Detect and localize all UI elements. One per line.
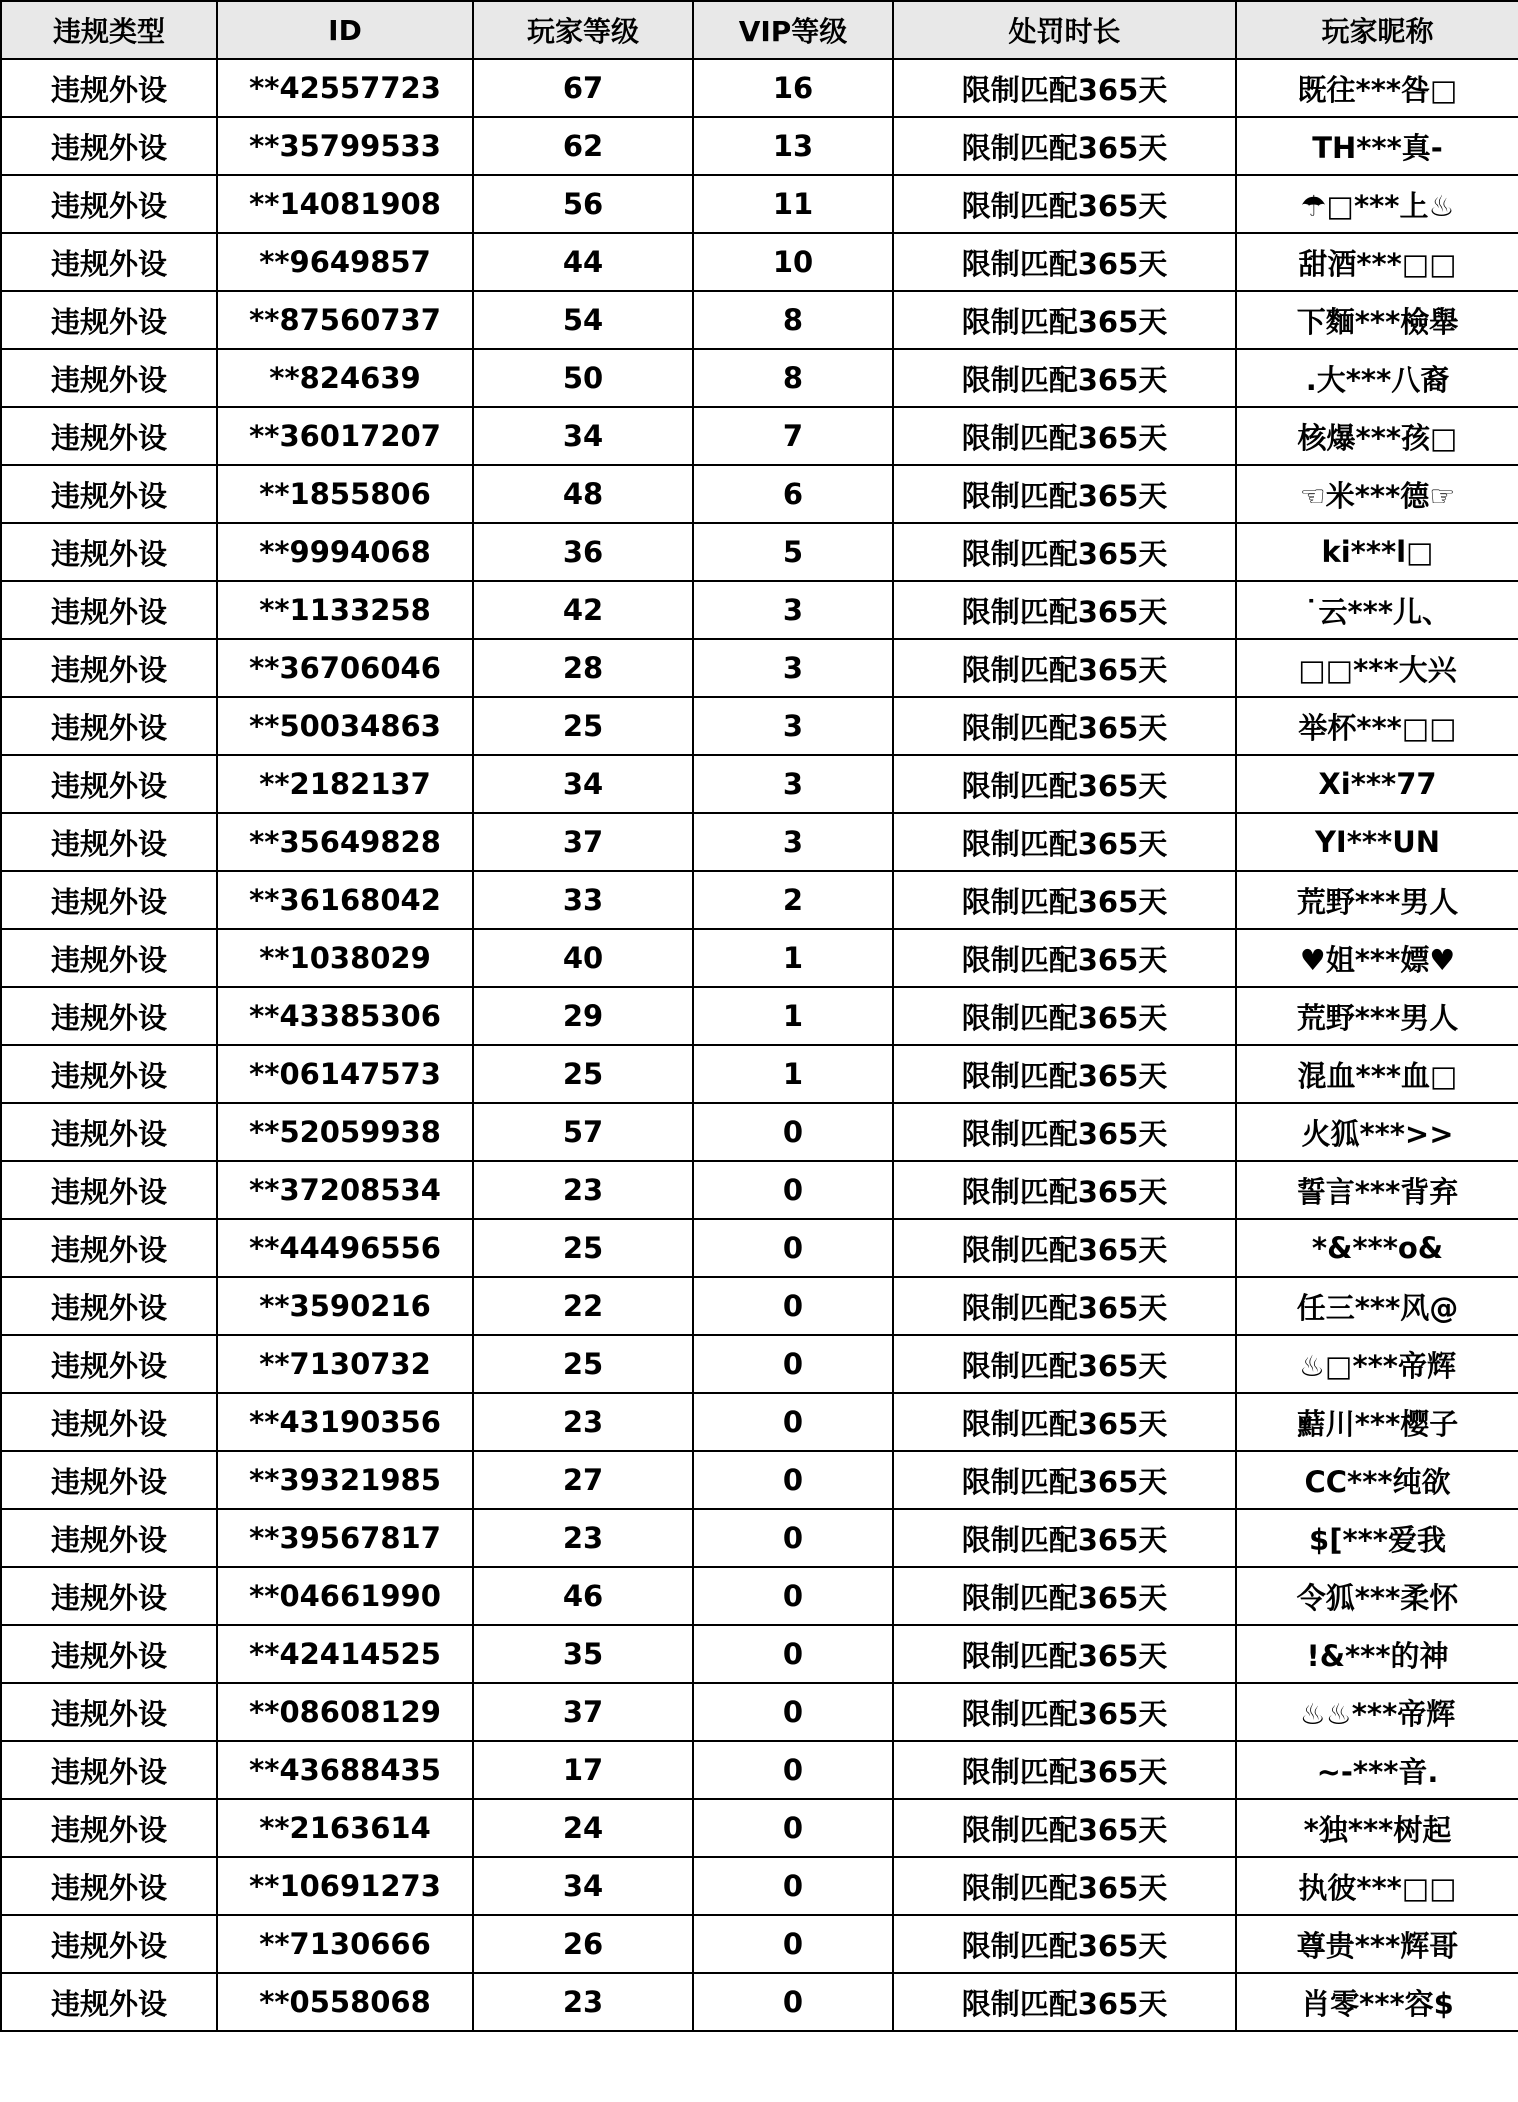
cell-violation-type: 违规外设	[1, 1335, 217, 1393]
table-row	[1, 1393, 1518, 1451]
table-row	[1, 1045, 1518, 1103]
cell-vip-level: 1	[693, 1045, 893, 1103]
cell-vip-level: 7	[693, 407, 893, 465]
cell-vip-level: 6	[693, 465, 893, 523]
cell-player-level: 48	[473, 465, 693, 523]
table-row	[1, 1509, 1518, 1567]
cell-player-level: 29	[473, 987, 693, 1045]
cell-penalty-duration: 限制匹配365天	[893, 639, 1236, 697]
cell-penalty-duration: 限制匹配365天	[893, 175, 1236, 233]
cell-penalty-duration: 限制匹配365天	[893, 1857, 1236, 1915]
cell-player-level: 62	[473, 117, 693, 175]
cell-penalty-duration: 限制匹配365天	[893, 523, 1236, 581]
header-id: ID	[217, 1, 473, 59]
cell-id: **2163614	[217, 1799, 473, 1857]
cell-player-nickname: 誓言***背弃	[1236, 1161, 1518, 1219]
cell-player-level: 36	[473, 523, 693, 581]
cell-player-level: 37	[473, 1683, 693, 1741]
table-row	[1, 465, 1518, 523]
table-row	[1, 1799, 1518, 1857]
cell-violation-type: 违规外设	[1, 1219, 217, 1277]
cell-vip-level: 0	[693, 1857, 893, 1915]
cell-vip-level: 16	[693, 59, 893, 117]
cell-penalty-duration: 限制匹配365天	[893, 1509, 1236, 1567]
cell-vip-level: 0	[693, 1103, 893, 1161]
cell-penalty-duration: 限制匹配365天	[893, 233, 1236, 291]
table-row	[1, 1625, 1518, 1683]
cell-player-level: 46	[473, 1567, 693, 1625]
header-player-level: 玩家等级	[473, 1, 693, 59]
cell-player-level: 35	[473, 1625, 693, 1683]
cell-player-nickname: 既往***咎□	[1236, 59, 1518, 117]
cell-player-level: 25	[473, 1219, 693, 1277]
cell-violation-type: 违规外设	[1, 523, 217, 581]
cell-player-nickname: 䕸川***樱子	[1236, 1393, 1518, 1451]
cell-id: **14081908	[217, 175, 473, 233]
cell-violation-type: 违规外设	[1, 929, 217, 987]
cell-violation-type: 违规外设	[1, 987, 217, 1045]
cell-player-nickname: TH***真-	[1236, 117, 1518, 175]
cell-player-nickname: 尊贵***辉哥	[1236, 1915, 1518, 1973]
cell-id: **37208534	[217, 1161, 473, 1219]
table-body	[1, 59, 1518, 2031]
header-row	[1, 1, 1518, 59]
cell-penalty-duration: 限制匹配365天	[893, 1625, 1236, 1683]
cell-id: **1855806	[217, 465, 473, 523]
cell-id: **35649828	[217, 813, 473, 871]
cell-vip-level: 0	[693, 1277, 893, 1335]
cell-penalty-duration: 限制匹配365天	[893, 1915, 1236, 1973]
cell-player-nickname: !&***的神	[1236, 1625, 1518, 1683]
cell-violation-type: 违规外设	[1, 1451, 217, 1509]
cell-violation-type: 违规外设	[1, 1277, 217, 1335]
cell-penalty-duration: 限制匹配365天	[893, 1741, 1236, 1799]
cell-violation-type: 违规外设	[1, 291, 217, 349]
cell-vip-level: 0	[693, 1335, 893, 1393]
cell-violation-type: 违规外设	[1, 1045, 217, 1103]
cell-violation-type: 违规外设	[1, 1509, 217, 1567]
cell-penalty-duration: 限制匹配365天	[893, 813, 1236, 871]
cell-penalty-duration: 限制匹配365天	[893, 1567, 1236, 1625]
cell-violation-type: 违规外设	[1, 1393, 217, 1451]
cell-player-level: 17	[473, 1741, 693, 1799]
table-row	[1, 1741, 1518, 1799]
cell-player-nickname: 下麵***檢舉	[1236, 291, 1518, 349]
cell-penalty-duration: 限制匹配365天	[893, 1683, 1236, 1741]
cell-player-level: 23	[473, 1509, 693, 1567]
cell-id: **3590216	[217, 1277, 473, 1335]
cell-id: **36706046	[217, 639, 473, 697]
cell-penalty-duration: 限制匹配365天	[893, 59, 1236, 117]
cell-vip-level: 8	[693, 291, 893, 349]
cell-id: **43688435	[217, 1741, 473, 1799]
cell-vip-level: 0	[693, 1799, 893, 1857]
cell-player-nickname: ♨□***帝辉	[1236, 1335, 1518, 1393]
cell-vip-level: 5	[693, 523, 893, 581]
table-row	[1, 1335, 1518, 1393]
cell-id: **50034863	[217, 697, 473, 755]
cell-id: **9994068	[217, 523, 473, 581]
cell-penalty-duration: 限制匹配365天	[893, 407, 1236, 465]
cell-player-nickname: 令狐***柔怀	[1236, 1567, 1518, 1625]
cell-penalty-duration: 限制匹配365天	[893, 1451, 1236, 1509]
cell-id: **08608129	[217, 1683, 473, 1741]
cell-vip-level: 0	[693, 1219, 893, 1277]
cell-player-nickname: 举杯***□□	[1236, 697, 1518, 755]
cell-player-nickname: 混血***血□	[1236, 1045, 1518, 1103]
cell-id: **06147573	[217, 1045, 473, 1103]
table-row	[1, 813, 1518, 871]
header-violation-type: 违规类型	[1, 1, 217, 59]
table-row	[1, 697, 1518, 755]
cell-vip-level: 1	[693, 987, 893, 1045]
table-row	[1, 987, 1518, 1045]
cell-vip-level: 3	[693, 813, 893, 871]
cell-player-level: 57	[473, 1103, 693, 1161]
cell-vip-level: 0	[693, 1393, 893, 1451]
cell-player-nickname: 火狐***>>	[1236, 1103, 1518, 1161]
cell-player-nickname: ♨♨***帝辉	[1236, 1683, 1518, 1741]
table-row	[1, 1857, 1518, 1915]
cell-player-level: 42	[473, 581, 693, 639]
header-player-nickname: 玩家昵称	[1236, 1, 1518, 59]
cell-id: **39567817	[217, 1509, 473, 1567]
cell-vip-level: 3	[693, 697, 893, 755]
cell-id: **44496556	[217, 1219, 473, 1277]
table-row	[1, 1683, 1518, 1741]
cell-vip-level: 3	[693, 639, 893, 697]
cell-penalty-duration: 限制匹配365天	[893, 929, 1236, 987]
cell-player-level: 67	[473, 59, 693, 117]
cell-penalty-duration: 限制匹配365天	[893, 1161, 1236, 1219]
cell-penalty-duration: 限制匹配365天	[893, 1219, 1236, 1277]
cell-violation-type: 违规外设	[1, 1161, 217, 1219]
cell-vip-level: 2	[693, 871, 893, 929]
cell-penalty-duration: 限制匹配365天	[893, 1045, 1236, 1103]
table-row	[1, 117, 1518, 175]
cell-player-level: 50	[473, 349, 693, 407]
cell-penalty-duration: 限制匹配365天	[893, 1973, 1236, 2031]
cell-player-nickname: 执彼***□□	[1236, 1857, 1518, 1915]
cell-player-nickname: ~-***音.	[1236, 1741, 1518, 1799]
cell-vip-level: 3	[693, 755, 893, 813]
cell-player-level: 23	[473, 1393, 693, 1451]
cell-id: **7130732	[217, 1335, 473, 1393]
cell-penalty-duration: 限制匹配365天	[893, 1103, 1236, 1161]
cell-violation-type: 违规外设	[1, 1915, 217, 1973]
cell-id: **43190356	[217, 1393, 473, 1451]
cell-player-level: 33	[473, 871, 693, 929]
cell-player-level: 54	[473, 291, 693, 349]
cell-violation-type: 违规外设	[1, 465, 217, 523]
cell-id: **42557723	[217, 59, 473, 117]
cell-player-nickname: $[***爱我	[1236, 1509, 1518, 1567]
cell-id: **52059938	[217, 1103, 473, 1161]
table-row	[1, 233, 1518, 291]
cell-player-nickname: Xi***77	[1236, 755, 1518, 813]
cell-id: **0558068	[217, 1973, 473, 2031]
table-row	[1, 59, 1518, 117]
cell-player-level: 26	[473, 1915, 693, 1973]
cell-id: **1133258	[217, 581, 473, 639]
cell-violation-type: 违规外设	[1, 407, 217, 465]
cell-player-level: 25	[473, 1335, 693, 1393]
cell-player-level: 40	[473, 929, 693, 987]
cell-player-nickname: 荒野***男人	[1236, 871, 1518, 929]
cell-id: **36168042	[217, 871, 473, 929]
cell-player-level: 34	[473, 407, 693, 465]
cell-violation-type: 违规外设	[1, 639, 217, 697]
table-row	[1, 1451, 1518, 1509]
cell-violation-type: 违规外设	[1, 1567, 217, 1625]
table-row	[1, 581, 1518, 639]
cell-id: **10691273	[217, 1857, 473, 1915]
cell-penalty-duration: 限制匹配365天	[893, 349, 1236, 407]
cell-violation-type: 违规外设	[1, 1103, 217, 1161]
cell-penalty-duration: 限制匹配365天	[893, 1335, 1236, 1393]
table-row	[1, 1973, 1518, 2031]
cell-violation-type: 违规外设	[1, 117, 217, 175]
cell-vip-level: 0	[693, 1509, 893, 1567]
cell-player-nickname: ☜米***德☞	[1236, 465, 1518, 523]
cell-vip-level: 0	[693, 1567, 893, 1625]
header-vip-level: VIP等级	[693, 1, 893, 59]
cell-violation-type: 违规外设	[1, 1973, 217, 2031]
cell-player-nickname: CC***纯欲	[1236, 1451, 1518, 1509]
table-row	[1, 755, 1518, 813]
cell-player-nickname: ♥姐***嫖♥	[1236, 929, 1518, 987]
cell-violation-type: 违规外设	[1, 1857, 217, 1915]
cell-penalty-duration: 限制匹配365天	[893, 1393, 1236, 1451]
cell-player-level: 25	[473, 1045, 693, 1103]
cell-id: **87560737	[217, 291, 473, 349]
cell-player-level: 23	[473, 1161, 693, 1219]
cell-penalty-duration: 限制匹配365天	[893, 871, 1236, 929]
cell-player-level: 25	[473, 697, 693, 755]
cell-player-level: 24	[473, 1799, 693, 1857]
cell-player-level: 27	[473, 1451, 693, 1509]
cell-player-level: 37	[473, 813, 693, 871]
table-row	[1, 871, 1518, 929]
header-penalty-duration: 处罚时长	[893, 1, 1236, 59]
cell-vip-level: 3	[693, 581, 893, 639]
cell-player-nickname: ˙云***儿、	[1236, 581, 1518, 639]
table-row	[1, 1161, 1518, 1219]
cell-id: **04661990	[217, 1567, 473, 1625]
cell-player-nickname: 荒野***男人	[1236, 987, 1518, 1045]
cell-violation-type: 违规外设	[1, 755, 217, 813]
cell-violation-type: 违规外设	[1, 233, 217, 291]
cell-vip-level: 0	[693, 1915, 893, 1973]
cell-id: **39321985	[217, 1451, 473, 1509]
cell-vip-level: 0	[693, 1683, 893, 1741]
cell-id: **36017207	[217, 407, 473, 465]
cell-player-level: 44	[473, 233, 693, 291]
cell-id: **7130666	[217, 1915, 473, 1973]
cell-player-level: 28	[473, 639, 693, 697]
cell-player-nickname: 核爆***孩□	[1236, 407, 1518, 465]
cell-penalty-duration: 限制匹配365天	[893, 697, 1236, 755]
table-row	[1, 1103, 1518, 1161]
cell-id: **824639	[217, 349, 473, 407]
table-row	[1, 291, 1518, 349]
cell-player-nickname: *&***o&	[1236, 1219, 1518, 1277]
cell-violation-type: 违规外设	[1, 349, 217, 407]
cell-violation-type: 违规外设	[1, 1799, 217, 1857]
table-row	[1, 1915, 1518, 1973]
table-row	[1, 523, 1518, 581]
cell-player-level: 56	[473, 175, 693, 233]
cell-player-level: 23	[473, 1973, 693, 2031]
cell-violation-type: 违规外设	[1, 813, 217, 871]
table-row	[1, 1219, 1518, 1277]
cell-player-nickname: 甜酒***□□	[1236, 233, 1518, 291]
cell-penalty-duration: 限制匹配365天	[893, 117, 1236, 175]
cell-vip-level: 0	[693, 1161, 893, 1219]
cell-id: **2182137	[217, 755, 473, 813]
table-row	[1, 1277, 1518, 1335]
cell-vip-level: 0	[693, 1741, 893, 1799]
cell-violation-type: 违规外设	[1, 1625, 217, 1683]
cell-player-level: 22	[473, 1277, 693, 1335]
cell-player-nickname: □□***大兴	[1236, 639, 1518, 697]
cell-id: **1038029	[217, 929, 473, 987]
table-row	[1, 407, 1518, 465]
cell-penalty-duration: 限制匹配365天	[893, 1799, 1236, 1857]
cell-penalty-duration: 限制匹配365天	[893, 987, 1236, 1045]
cell-vip-level: 11	[693, 175, 893, 233]
cell-vip-level: 0	[693, 1973, 893, 2031]
cell-penalty-duration: 限制匹配365天	[893, 581, 1236, 639]
cell-penalty-duration: 限制匹配365天	[893, 1277, 1236, 1335]
table-row	[1, 929, 1518, 987]
cell-violation-type: 违规外设	[1, 1741, 217, 1799]
table-row	[1, 639, 1518, 697]
cell-violation-type: 违规外设	[1, 871, 217, 929]
cell-player-nickname: ki***l□	[1236, 523, 1518, 581]
table-row	[1, 1567, 1518, 1625]
cell-player-nickname: .大***八裔	[1236, 349, 1518, 407]
cell-penalty-duration: 限制匹配365天	[893, 291, 1236, 349]
cell-vip-level: 13	[693, 117, 893, 175]
table-row	[1, 175, 1518, 233]
cell-player-nickname: *独***树起	[1236, 1799, 1518, 1857]
cell-player-level: 34	[473, 755, 693, 813]
cell-vip-level: 0	[693, 1451, 893, 1509]
cell-id: **43385306	[217, 987, 473, 1045]
cell-violation-type: 违规外设	[1, 697, 217, 755]
cell-player-nickname: 任三***风@	[1236, 1277, 1518, 1335]
cell-vip-level: 1	[693, 929, 893, 987]
cell-penalty-duration: 限制匹配365天	[893, 755, 1236, 813]
cell-player-nickname: ☂□***上♨	[1236, 175, 1518, 233]
cell-violation-type: 违规外设	[1, 59, 217, 117]
cell-violation-type: 违规外设	[1, 175, 217, 233]
cell-id: **9649857	[217, 233, 473, 291]
cell-id: **42414525	[217, 1625, 473, 1683]
cell-penalty-duration: 限制匹配365天	[893, 465, 1236, 523]
cell-violation-type: 违规外设	[1, 1683, 217, 1741]
cell-vip-level: 0	[693, 1625, 893, 1683]
cell-violation-type: 违规外设	[1, 581, 217, 639]
cell-player-nickname: YI***UN	[1236, 813, 1518, 871]
cell-player-level: 34	[473, 1857, 693, 1915]
table-row	[1, 349, 1518, 407]
cell-id: **35799533	[217, 117, 473, 175]
cell-player-nickname: 肖零***容$	[1236, 1973, 1518, 2031]
cell-vip-level: 8	[693, 349, 893, 407]
cell-vip-level: 10	[693, 233, 893, 291]
